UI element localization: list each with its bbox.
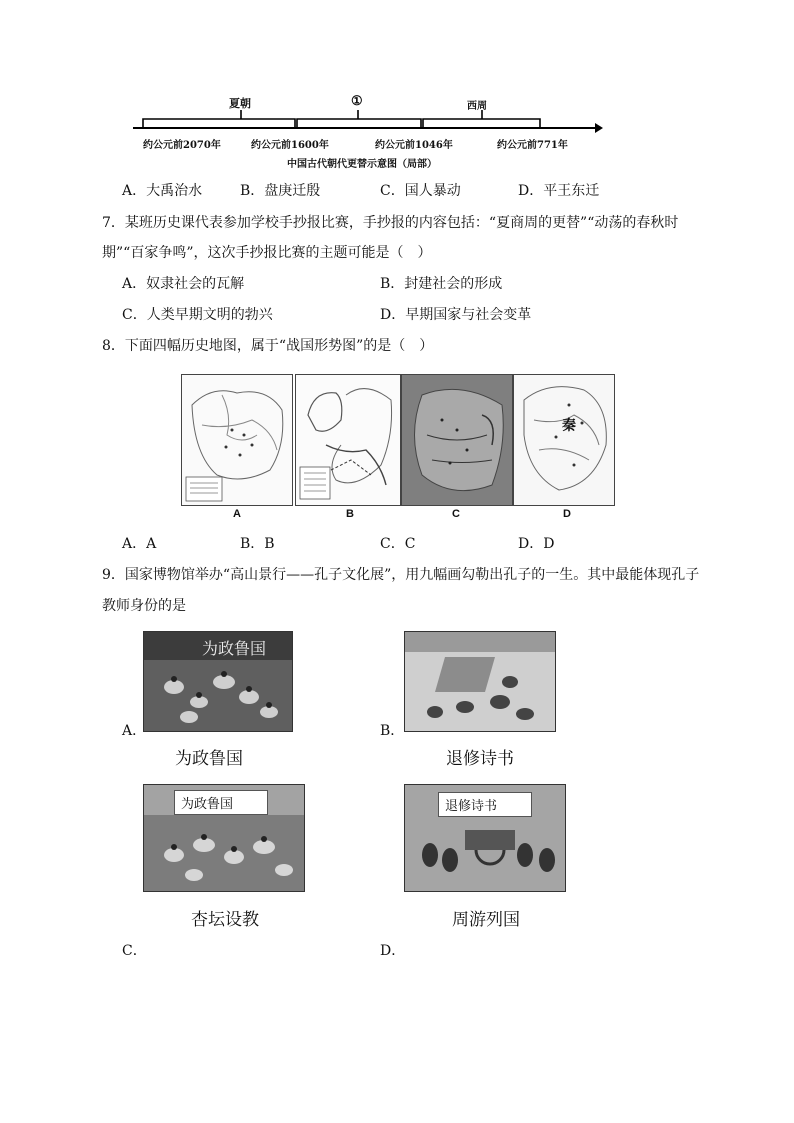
q7-option-b[interactable]: B．封建社会的形成 [380,276,503,292]
painting-d-box-label: 退修诗书 [438,792,532,817]
q9-option-d-letter[interactable]: D． [380,943,406,959]
q6-option-d[interactable]: D．平王东迁 [518,183,600,199]
q8-option-d[interactable]: D．D [518,536,555,552]
map-b-image[interactable] [295,374,401,506]
map-a-image[interactable] [181,374,293,506]
q9-stem-line1: 9．国家博物馆举办“高山景行——孔子文化展”，用九幅画勾勒出孔子的一生。其中最能体现孔子 [102,567,700,583]
caption-d: 周游列国 [452,910,520,930]
caption-a: 为政鲁国 [175,749,243,769]
timeline-date-3: 约公元前1046年 [375,140,453,151]
q8-stem: 8．下面四幅历史地图，属于“战国形势图”的是（ ） [102,338,434,354]
timeline-blank-label: ① [351,94,363,109]
timeline-date-4: 约公元前771年 [497,140,568,151]
painting-b-image[interactable] [404,631,556,732]
q9-option-b-letter[interactable]: B． [380,723,405,739]
q8-option-b[interactable]: B．B [240,536,275,552]
timeline-date-2: 约公元前1600年 [251,140,329,151]
q7-option-a[interactable]: A．奴隶社会的瓦解 [122,276,245,292]
timeline-date-1: 约公元前2070年 [143,140,221,151]
painting-a-image[interactable] [143,631,293,732]
q7-stem-line2: 期”“百家争鸣”，这次手抄报比赛的主题可能是（ ） [102,245,432,261]
timeline-xizhou-label: 西周 [467,101,487,112]
q6-option-b[interactable]: B．盘庚迁殷 [240,183,321,199]
q8-option-a[interactable]: A．A [122,536,157,552]
q6-option-a[interactable]: A．大禹治水 [122,183,203,199]
timeline-xia-label: 夏朝 [229,97,251,110]
painting-a-title: 为政鲁国 [202,639,267,658]
map-d-image[interactable] [513,374,615,506]
q9-option-a-letter[interactable]: A． [122,723,147,739]
q7-option-d[interactable]: D．早期国家与社会变革 [380,307,532,323]
q7-stem-line1: 7．某班历史课代表参加学校手抄报比赛，手抄报的内容包括：“夏商周的更替”“动荡的春秋时 [102,215,679,231]
caption-c: 杏坛设教 [191,910,259,930]
timeline-caption: 中国古代朝代更替示意图（局部） [287,159,437,170]
q9-option-c-letter[interactable]: C． [122,943,147,959]
caption-b: 退修诗书 [446,749,514,769]
q9-stem-line2: 教师身份的是 [102,598,186,614]
map-d-label: D [563,508,571,520]
map-a-label: A [233,508,241,520]
q6-option-c[interactable]: C．国人暴动 [380,183,461,199]
painting-c-box-label: 为政鲁国 [174,790,268,815]
q7-option-c[interactable]: C．人类早期文明的勃兴 [122,307,273,323]
q8-option-c[interactable]: C．C [380,536,416,552]
map-c-label: C [452,508,460,520]
map-d-qin-label: 秦 [562,418,576,434]
map-b-label: B [346,508,354,520]
map-c-image[interactable] [401,374,513,506]
